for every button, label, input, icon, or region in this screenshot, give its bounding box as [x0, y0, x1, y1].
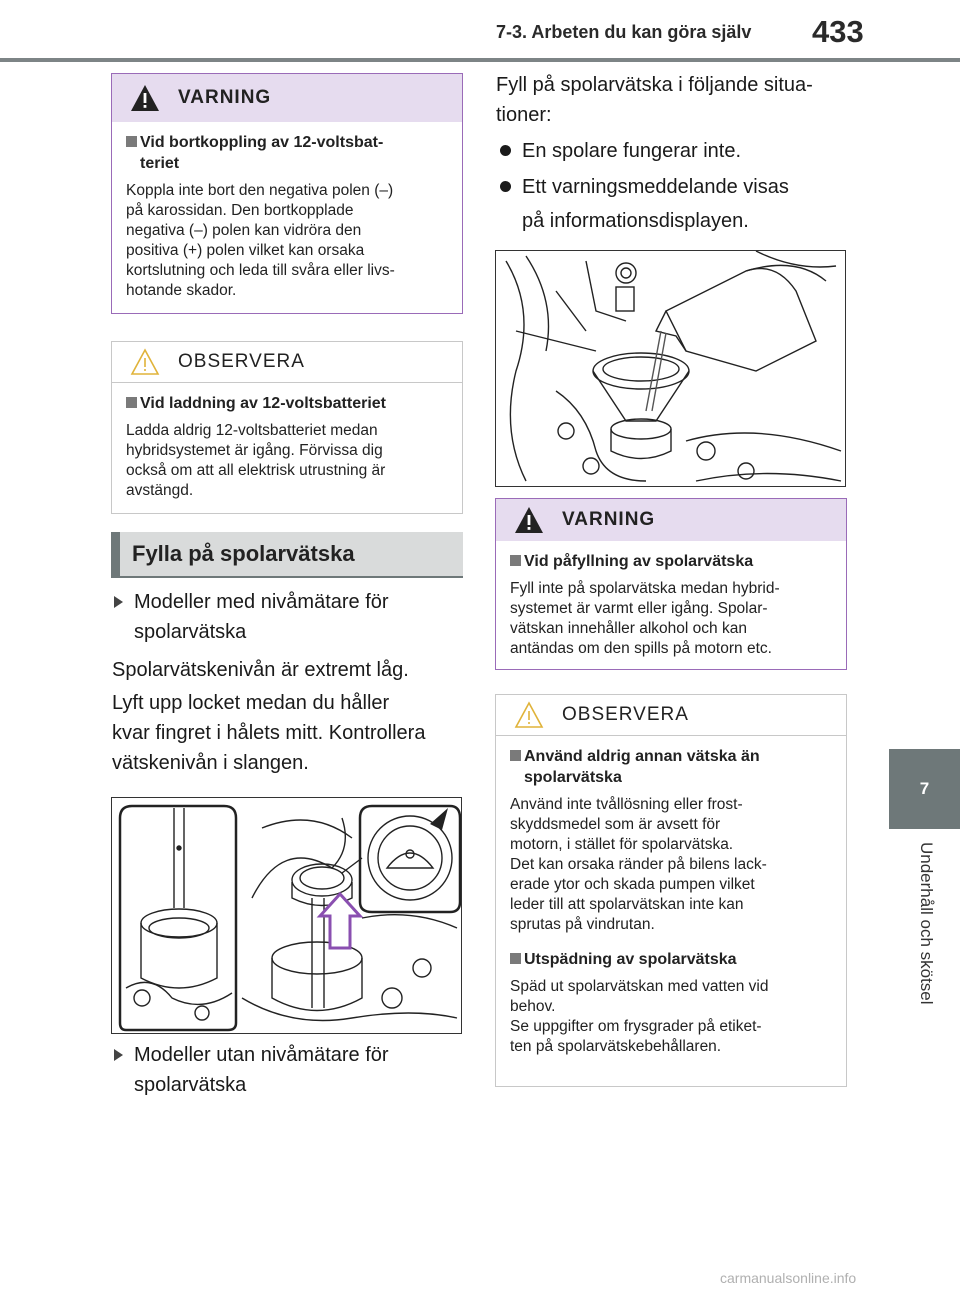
header-rule — [0, 58, 960, 62]
square-bullet-icon — [126, 397, 137, 408]
notice-subtitle: Vid laddning av 12-voltsbatteriet — [126, 393, 448, 414]
notice-subtitle-dilution: Utspädning av spolarvätska — [510, 949, 832, 970]
section-header: 7-3. Arbeten du kan göra själv — [496, 22, 752, 42]
notice-text: Ladda aldrig 12-voltsbatteriet medan hybridsystemet är igång. Förvissa dig också om att all elektrisk utrustning är avstängd. — [126, 422, 386, 499]
warning-heading: VARNING — [562, 509, 656, 530]
warning-box-refill — [495, 498, 847, 670]
washer-level-gauge-illustration — [111, 797, 462, 1034]
caution-triangle-icon — [130, 348, 160, 376]
warning-heading: VARNING — [178, 87, 272, 108]
lift-arrow-icon — [320, 894, 360, 948]
bullet-warning-message: Ett varningsmeddelande visas på informationsdisplayen. — [496, 170, 789, 238]
page-number: 433 — [812, 14, 864, 49]
section-heading: Fylla på spolarvätska — [111, 532, 463, 578]
refill-situations-intro: Fyll på spolarvätska i följande situa- tioner: — [496, 74, 813, 126]
warning-box-battery-disconnect — [111, 73, 463, 314]
notice-text-dilution: Späd ut spolarvätskan med vatten vid behov. Se uppgifter om frysgrader på etiket- ten på spolarvätskebehållaren. — [510, 978, 769, 1055]
square-bullet-icon — [126, 136, 137, 147]
notice-box-washer-fluid — [495, 694, 847, 1087]
paragraph-lift-cap: Lyft upp locket medan du håller kvar fingret i hålets mitt. Kontrollera vätskenivån i slangen. — [112, 692, 426, 774]
notice-box-header — [496, 695, 846, 736]
chapter-label: Underhåll och skötsel — [917, 842, 936, 1005]
footer-watermark: carmanualsonline.info — [720, 1270, 857, 1286]
bullet-dot-icon — [500, 181, 511, 192]
model-without-level-gauge: Modeller utan nivåmätare för spolarvätska — [112, 1040, 462, 1100]
warning-text: Koppla inte bort den negativa polen (–) på karossidan. Den bortkopplade negativa (–) polen kan vidröra den positiva (+) polen vilket kan orsaka kortslutning och leda till svåra eller livs- hotande skador. — [126, 182, 395, 299]
square-bullet-icon — [510, 555, 521, 566]
arrow-bullet-icon — [114, 596, 123, 608]
paragraph-level-low: Spolarvätskenivån är extremt låg. — [112, 659, 409, 681]
warning-triangle-icon — [514, 506, 544, 534]
bullet-washer-not-working: En spolare fungerar inte. — [496, 134, 741, 168]
square-bullet-icon — [510, 953, 521, 964]
notice-box-header — [112, 342, 462, 383]
notice-heading: OBSERVERA — [178, 351, 305, 372]
bullet-dot-icon — [500, 145, 511, 156]
chapter-tab[interactable]: 7 — [889, 749, 960, 829]
notice-box-battery-charging — [111, 341, 463, 514]
washer-refill-illustration — [495, 250, 846, 487]
arrow-bullet-icon — [114, 1049, 123, 1061]
square-bullet-icon — [510, 750, 521, 761]
warning-triangle-icon — [130, 84, 160, 112]
funnel-pouring-drawing — [496, 251, 846, 487]
warning-subtitle: Vid påfyllning av spolarvätska — [510, 551, 832, 572]
notice-heading: OBSERVERA — [562, 704, 689, 725]
warning-text: Fyll inte på spolarvätska medan hybrid- systemet är varmt eller igång. Spolar- vätskan innehåller alkohol och kan antändas om den spills på motorn etc. — [510, 580, 780, 657]
model-with-level-gauge: Modeller med nivåmätare för spolarvätska — [112, 587, 462, 647]
warning-subtitle: Vid bortkoppling av 12-voltsbat- teriet — [126, 132, 448, 174]
warning-box-header — [496, 499, 846, 541]
washer-cap-drawing — [112, 798, 462, 1034]
warning-box-header — [112, 74, 462, 122]
notice-text-other-fluid: Använd inte tvållösning eller frost- skyddsmedel som är avsett för motorn, i stället för spolarvätska. Det kan orsaka ränder på bilens lack- erade ytor och skada pumpen vilket leder till att spolarvätskan inte kan sprutas på vindrutan. — [510, 796, 767, 933]
caution-triangle-icon — [514, 701, 544, 729]
notice-subtitle-other-fluid: Använd aldrig annan vätska än spolarvätska — [510, 746, 832, 788]
